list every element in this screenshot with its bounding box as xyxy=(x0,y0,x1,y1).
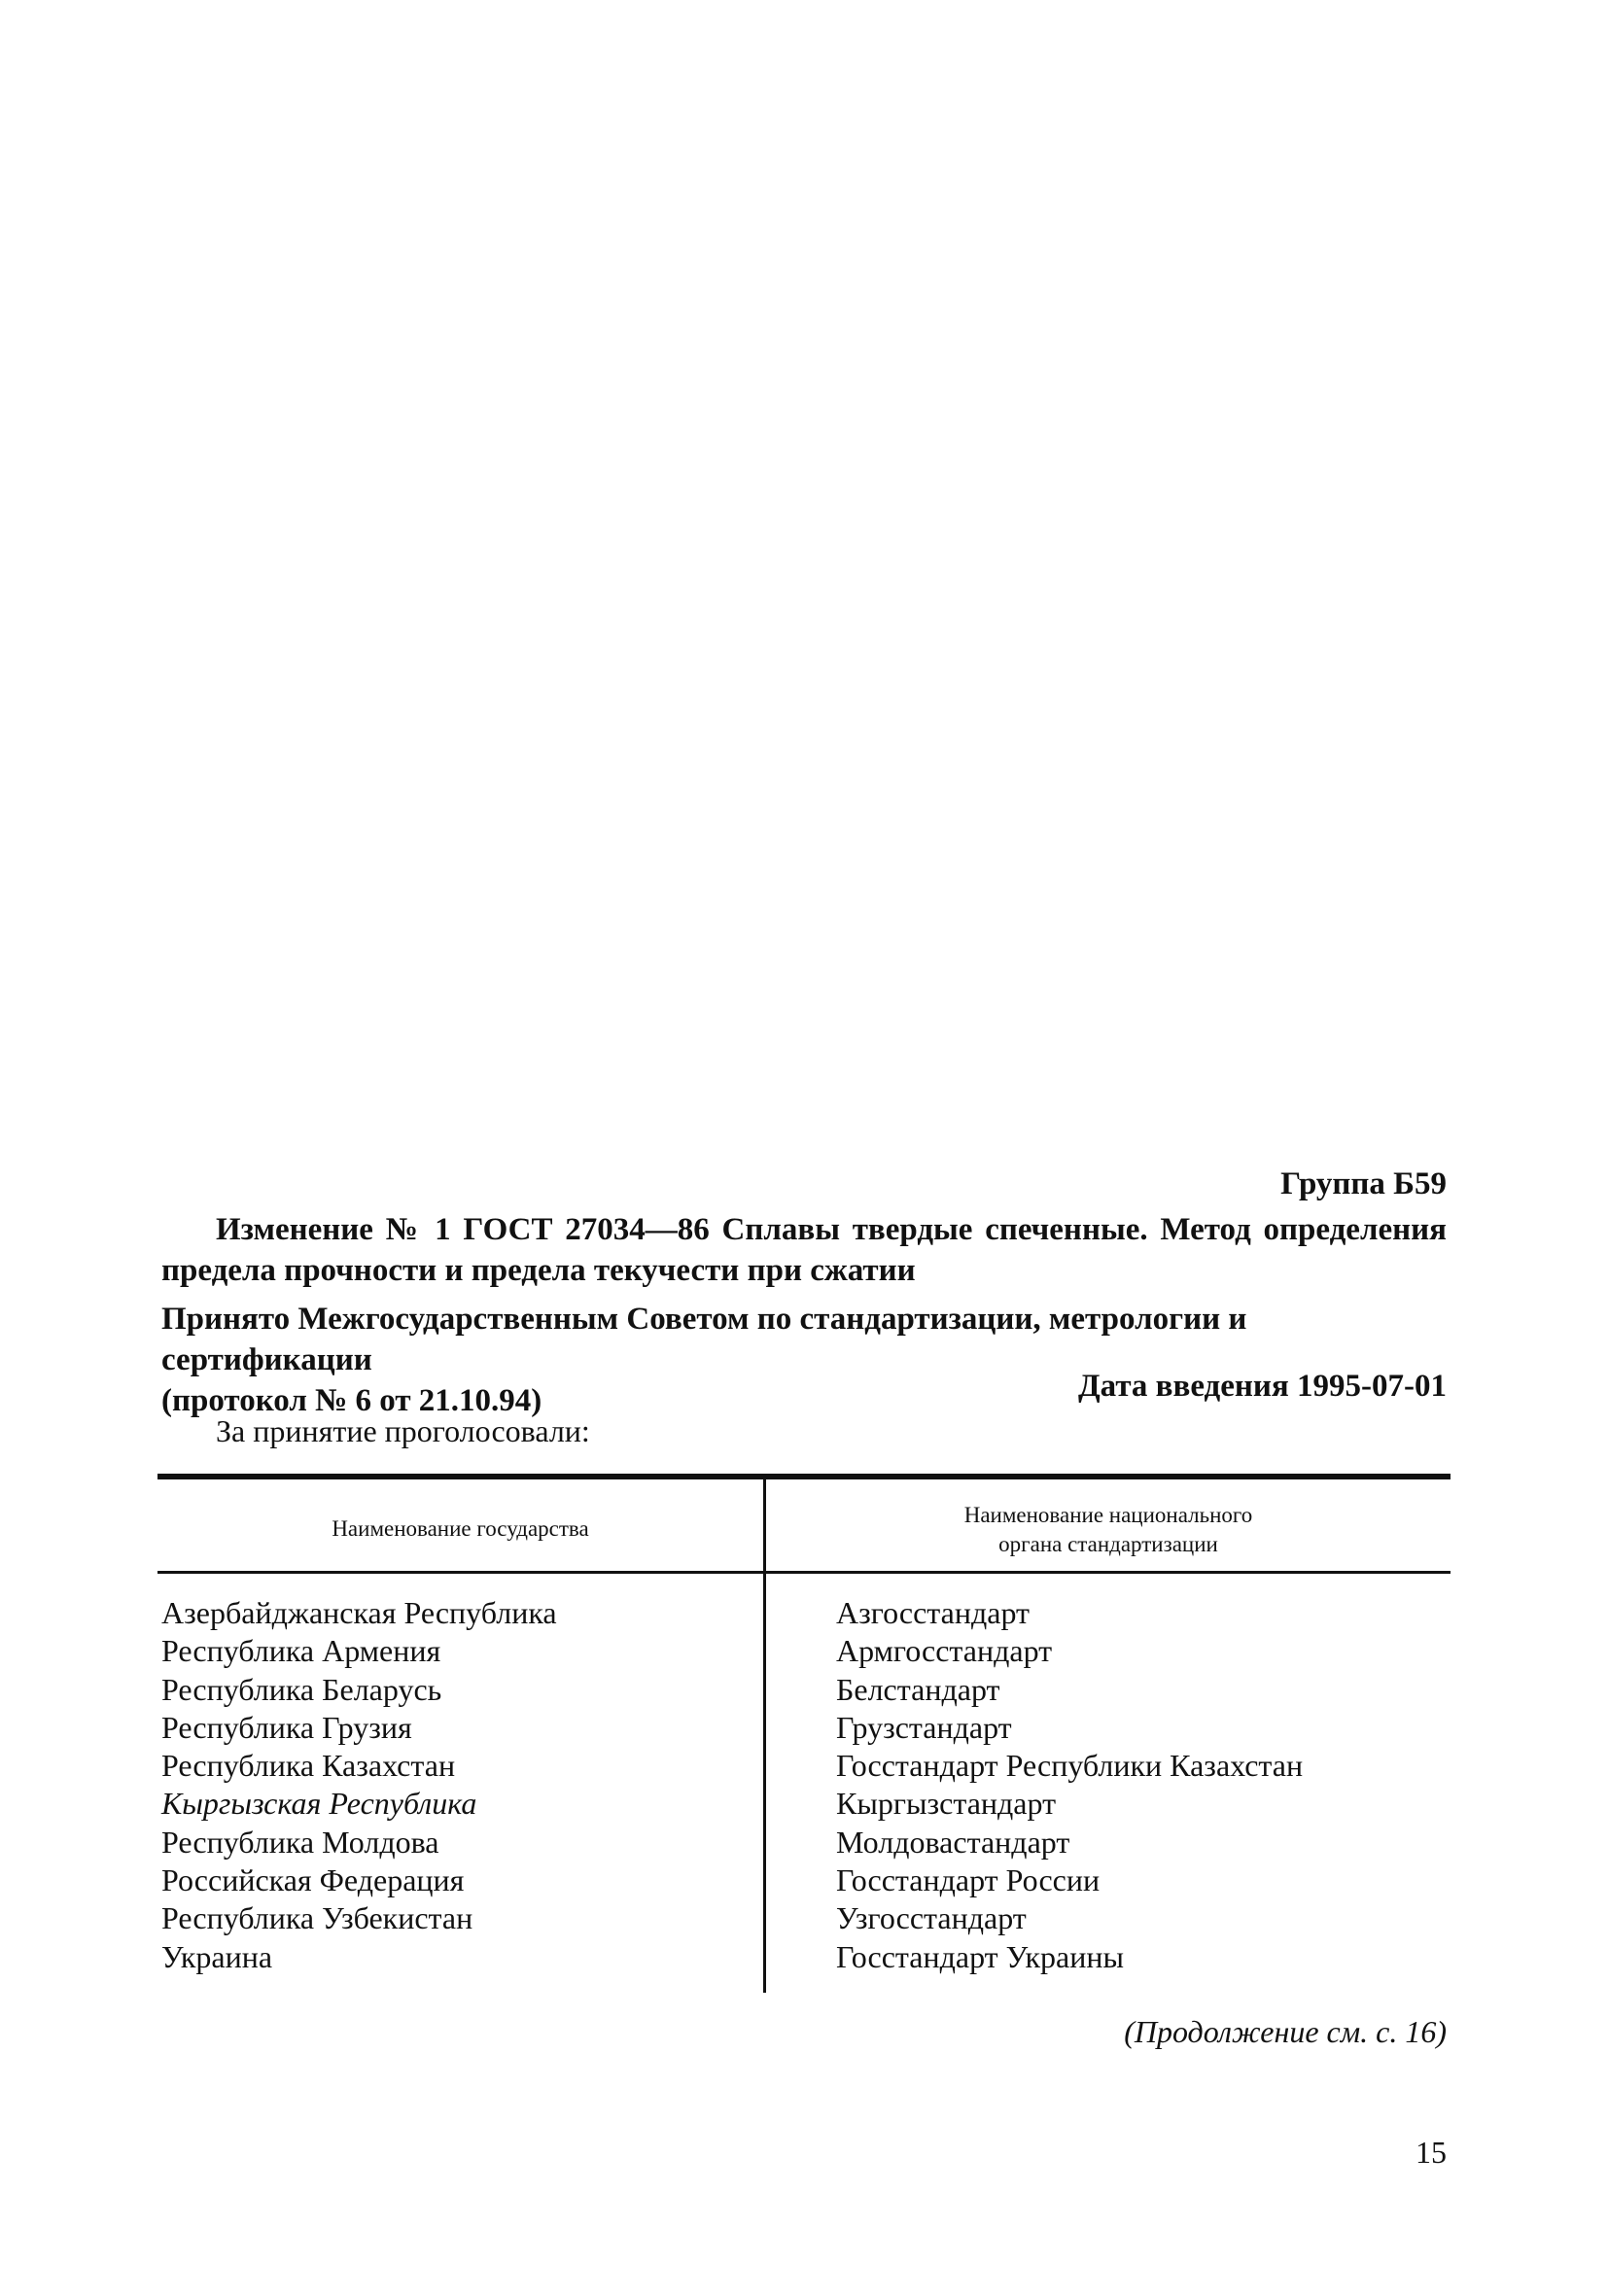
table-top-rule xyxy=(157,1474,1451,1479)
continuation-note: (Продолжение см. с. 16) xyxy=(1124,2014,1447,2049)
state-cell: Республика Беларусь xyxy=(161,1671,442,1707)
state-cell: Кыргызская Республика xyxy=(161,1786,477,1822)
state-cell: Республика Казахстан xyxy=(161,1748,456,1784)
organ-cell: Молдовастандарт xyxy=(836,1824,1070,1860)
header-state: Наименование государства xyxy=(332,1516,589,1541)
acceptance-line-2: (протокол № 6 от 21.10.94) xyxy=(161,1383,542,1418)
organ-cell: Госстандарт России xyxy=(836,1862,1101,1898)
organ-cell: Армгосстандарт xyxy=(836,1633,1053,1669)
organ-cell: Грузстандарт xyxy=(836,1709,1012,1745)
organ-cell: Госстандарт Украины xyxy=(836,1938,1124,1974)
state-cell: Азербайджанская Республика xyxy=(161,1595,557,1630)
state-cell: Республика Грузия xyxy=(161,1709,412,1745)
voting-table xyxy=(157,1474,1451,1993)
group-code: Группа Б59 xyxy=(1280,1166,1447,1201)
amendment-title: Изменение № 1 ГОСТ 27034—86 Сплавы твердые спеченные. Метод определения предела прочности и предела текучести при сжатии xyxy=(161,1212,1447,1288)
header-organ xyxy=(766,1501,1451,1559)
organ-cell: Узгосстандарт xyxy=(836,1900,1027,1936)
organs-column xyxy=(836,1594,1303,1976)
header-organ-line-1: Наименование национального xyxy=(963,1503,1253,1527)
state-cell: Российская Федерация xyxy=(161,1862,465,1898)
organ-cell: Азгосстандарт xyxy=(836,1595,1031,1630)
state-cell: Республика Молдова xyxy=(161,1824,439,1860)
organ-cell: Кыргызстандарт xyxy=(836,1786,1057,1822)
state-cell: Украина xyxy=(161,1938,273,1974)
state-cell: Республика Узбекистан xyxy=(161,1900,473,1936)
page-number: 15 xyxy=(1416,2135,1447,2170)
table-header-rule xyxy=(157,1571,1451,1574)
organ-cell: Госстандарт Республики Казахстан xyxy=(836,1748,1304,1784)
state-cell: Республика Армения xyxy=(161,1633,441,1669)
effective-date: Дата введения 1995-07-01 xyxy=(1077,1369,1447,1404)
organ-cell: Белстандарт xyxy=(836,1671,1000,1707)
states-column xyxy=(161,1594,557,1976)
acceptance-line-1: Принято Межгосударственным Советом по стандартизации, метрологии и сертификации xyxy=(161,1302,1247,1377)
voted-label: За принятие проголосовали: xyxy=(216,1413,590,1448)
header-organ-line-2: органа стандартизации xyxy=(998,1532,1218,1556)
